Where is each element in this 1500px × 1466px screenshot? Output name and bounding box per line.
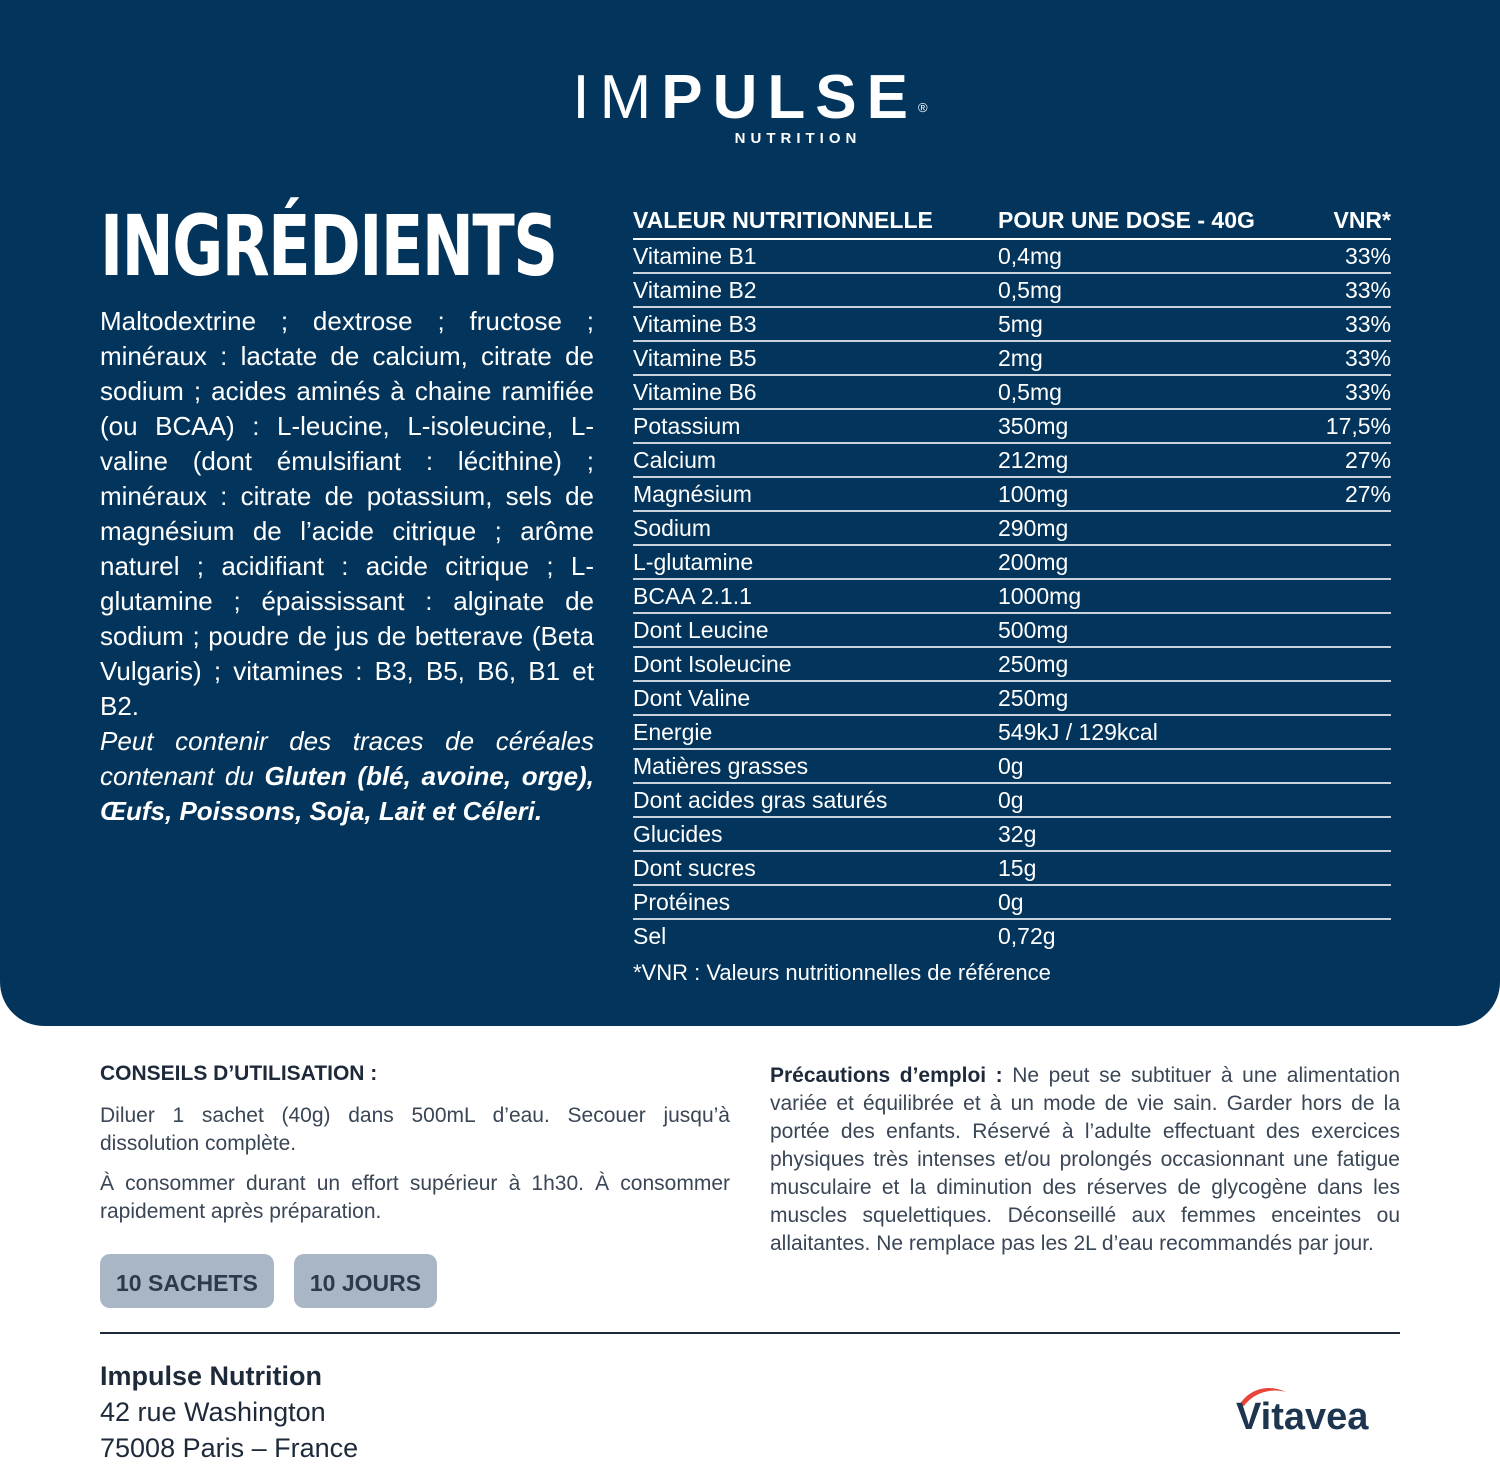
nutrient-vnr: 33%	[1344, 311, 1391, 337]
nutrient-vnr: 33%	[1344, 243, 1391, 269]
nutrient-amount: 549kJ / 129kcal	[998, 719, 1158, 745]
nutrient-name: Vitamine B1	[633, 243, 757, 269]
nutrient-name: Vitamine B6	[633, 379, 757, 405]
table-row	[633, 240, 1391, 274]
company-name: Impulse Nutrition	[100, 1361, 322, 1391]
nutrient-vnr	[1308, 852, 1391, 884]
nutrient-name: L-glutamine	[633, 549, 754, 575]
nutrient-amount: 250mg	[998, 651, 1069, 677]
header-nutrient: VALEUR NUTRITIONNELLE	[633, 207, 933, 233]
vitavea-logo	[1236, 1382, 1416, 1442]
nutrient-name: Dont sucres	[633, 855, 756, 881]
nutrient-name: Vitamine B3	[633, 311, 757, 337]
table-row	[633, 614, 1391, 648]
table-row	[633, 750, 1391, 784]
table-row	[633, 648, 1391, 682]
usage-advice	[100, 1060, 730, 1238]
nutrient-vnr: 17,5%	[1325, 413, 1391, 439]
nutrient-amount: 212mg	[998, 447, 1069, 473]
table-row	[633, 444, 1391, 478]
table-row	[633, 274, 1391, 308]
nutrient-name: Sel	[633, 923, 667, 949]
table-row	[633, 308, 1391, 342]
ingredients-text	[100, 304, 594, 829]
nutrient-amount: 290mg	[998, 515, 1069, 541]
nutrient-vnr	[1308, 682, 1391, 714]
nutrient-amount: 0,4mg	[998, 243, 1062, 269]
registered-mark: ®	[918, 100, 928, 115]
nutrient-vnr	[1308, 614, 1391, 646]
nutrient-amount: 32g	[998, 821, 1037, 847]
nutrient-name: Sodium	[633, 515, 711, 541]
nutrient-vnr	[1308, 512, 1391, 544]
usage-advice-dilution: Diluer 1 sachet (40g) dans 500mL d’eau. Secouer jusqu’à dissolution complète.	[100, 1104, 730, 1155]
nutrient-name: Vitamine B5	[633, 345, 757, 371]
nutrient-vnr	[1308, 784, 1391, 816]
header-dose: POUR UNE DOSE - 40G	[998, 207, 1255, 233]
nutrient-amount: 200mg	[998, 549, 1069, 575]
table-row	[633, 716, 1391, 750]
table-row	[633, 546, 1391, 580]
table-row	[633, 818, 1391, 852]
table-row	[633, 478, 1391, 512]
nutrient-vnr	[1308, 920, 1391, 952]
usage-advice-title: CONSEILS D’UTILISATION :	[100, 1062, 378, 1085]
impulse-logo	[0, 62, 1500, 147]
header-vnr: VNR*	[1333, 207, 1391, 233]
nutrient-name: Dont Leucine	[633, 617, 769, 643]
nutrient-name: Calcium	[633, 447, 717, 473]
nutrient-amount: 0g	[998, 753, 1024, 779]
nutrition-header-row	[633, 202, 1391, 240]
nutrient-vnr	[1308, 716, 1391, 748]
nutrient-amount: 5mg	[998, 311, 1043, 337]
nutrient-name: Protéines	[633, 889, 731, 915]
sachets-badge: 10 SACHETS	[100, 1254, 274, 1308]
nutrient-amount: 0,5mg	[998, 277, 1062, 303]
nutrient-amount: 250mg	[998, 685, 1069, 711]
nutrient-amount: 100mg	[998, 481, 1069, 507]
address-city: 75008 Paris – France	[100, 1433, 359, 1463]
nutrient-name: Matières grasses	[633, 753, 809, 779]
nutrient-vnr: 33%	[1344, 345, 1391, 371]
nutrient-amount: 500mg	[998, 617, 1069, 643]
table-row	[633, 784, 1391, 818]
nutrient-amount: 2mg	[998, 345, 1043, 371]
nutrient-vnr	[1308, 886, 1391, 918]
company-address	[100, 1358, 358, 1466]
nutrient-amount: 0,72g	[998, 923, 1056, 949]
precautions-label: Précautions d’emploi :	[770, 1064, 1013, 1087]
divider	[100, 1332, 1400, 1334]
nutrient-vnr: 33%	[1344, 277, 1391, 303]
nutrient-amount: 0g	[998, 889, 1024, 915]
nutrient-vnr	[1308, 818, 1391, 850]
nutrient-vnr: 27%	[1344, 447, 1391, 473]
nutrient-amount: 350mg	[998, 413, 1069, 439]
table-row	[633, 512, 1391, 546]
badge-group	[100, 1254, 437, 1308]
nutrient-name: Vitamine B2	[633, 277, 757, 303]
logo-pulse: PULSE	[661, 63, 918, 132]
address-street: 42 rue Washington	[100, 1397, 326, 1427]
nutrient-vnr	[1308, 546, 1391, 578]
nutrient-name: Potassium	[633, 413, 741, 439]
usage-advice-timing: À consommer durant un effort supérieur à 1h30. À consommer rapidement après préparation.	[100, 1172, 730, 1223]
nutrient-vnr: 33%	[1344, 379, 1391, 405]
nutrient-name: Energie	[633, 719, 713, 745]
table-row	[633, 886, 1391, 920]
nutrient-name: Glucides	[633, 821, 723, 847]
nutrient-name: Magnésium	[633, 481, 752, 507]
table-row	[633, 376, 1391, 410]
ingredients-list: Maltodextrine ; dextrose ; fructose ; minéraux : lactate de calcium, citrate de sodium ; acides aminés à chaine ramifiée (ou BCAA) : L-leucine, L-isoleucine, L-valine (dont émulsifiant : lécithine) ; minéraux : citrate de potassium, sels de magnésium de l’acide citrique ; arôme naturel ; acidifiant : acide citrique ; L-glutamine ; épaississant : alginate de sodium ; poudre de jus de betterave (Beta Vulgaris) ; vitamines : B3, B5, B6, B1 et B2.	[100, 306, 594, 721]
table-row	[633, 342, 1391, 376]
nutrient-vnr	[1308, 648, 1391, 680]
nutrient-vnr	[1308, 580, 1391, 612]
table-row	[633, 580, 1391, 614]
nutrient-amount: 1000mg	[998, 583, 1082, 609]
precautions	[770, 1062, 1400, 1258]
days-badge: 10 JOURS	[294, 1254, 437, 1308]
nutrient-amount: 0g	[998, 787, 1024, 813]
nutrient-name: Dont Isoleucine	[633, 651, 792, 677]
nutrient-amount: 0,5mg	[998, 379, 1062, 405]
table-row	[633, 852, 1391, 886]
allergen-list: Gluten (blé, avoine, orge), Œufs, Poissons, Soja, Lait et Céleri.	[100, 761, 594, 826]
ingredients-title: INGRÉDIENTS	[100, 197, 557, 295]
nutrient-vnr: 27%	[1344, 481, 1391, 507]
nutrient-name: Dont Valine	[633, 685, 751, 711]
nutrient-amount: 15g	[998, 855, 1037, 881]
allergen-prefix: Peut contenir des traces de céréales contenant du	[100, 726, 594, 791]
precautions-text: Ne peut se subtituer à une alimentation variée et équilibrée et à un mode de vie sain. Garder hors de la portée des enfants. Réservé à l’adulte effectuant des exercices physiques très intenses et/ou prolongés occasionnant une fatigue musculaire et la diminution des réserves de glycogène dans les muscles squelettiques. Déconseillé aux femmes enceintes ou allaitantes. Ne remplace pas les 2L d’eau recommandés par jour.	[770, 1064, 1400, 1255]
vnr-footnote: *VNR : Valeurs nutritionnelles de référence	[633, 960, 1051, 985]
nutrition-table	[633, 202, 1391, 986]
allergen-notice	[100, 724, 594, 829]
vitavea-wordmark: Vitavea	[1236, 1396, 1369, 1438]
table-row	[633, 682, 1391, 716]
logo-im: IM	[572, 63, 662, 132]
nutrient-vnr	[1308, 750, 1391, 782]
table-row	[633, 920, 1391, 952]
nutrient-name: Dont acides gras saturés	[633, 787, 888, 813]
nutrient-name: BCAA 2.1.1	[633, 583, 752, 609]
table-row	[633, 410, 1391, 444]
logo-subtitle: NUTRITION	[734, 130, 862, 147]
